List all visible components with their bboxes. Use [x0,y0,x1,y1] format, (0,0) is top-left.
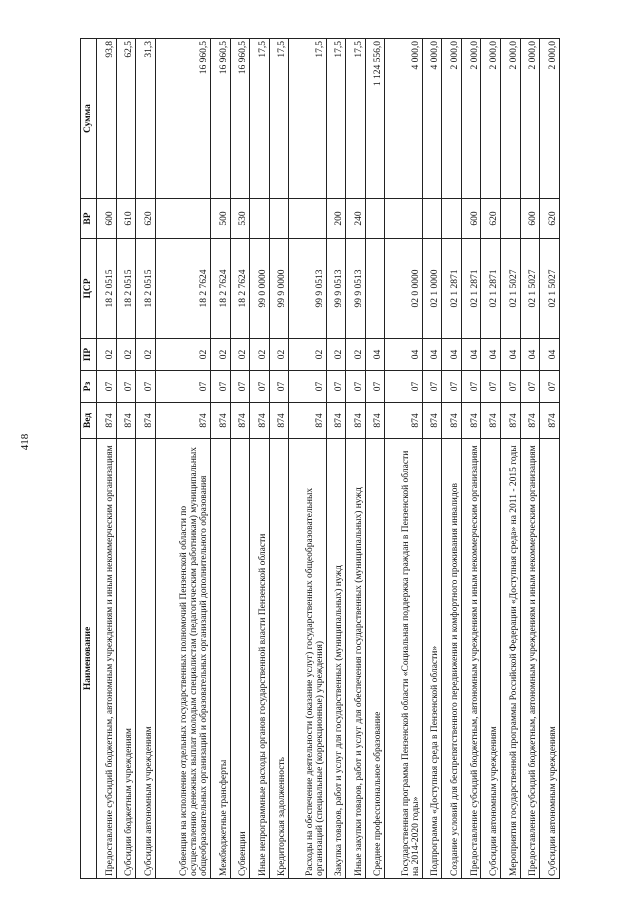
cell-ved: 874 [136,403,156,439]
cell-pr: 02 [230,339,250,371]
cell-ved: 874 [422,403,442,439]
cell-sum: 4 000,0 [385,39,422,199]
cell-sum: 4 000,0 [422,39,442,199]
cell-sum: 17,5 [250,39,270,199]
header-csr: ЦСР [81,239,97,339]
cell-rz: 07 [481,371,501,403]
cell-vr [422,199,442,239]
cell-rz: 07 [326,371,346,403]
cell-csr: 99 9 0513 [346,239,366,339]
cell-csr: 02 1 2871 [461,239,481,339]
cell-pr: 02 [155,339,210,371]
cell-name: Субвенция на исполнение отдельных государственных полномочий Пензенской области по осуществлению денежных выплат молодым специалистам (педагогическим работникам) муниципальных общеобразовательных организаций и образовательных организаций дополнительного образования [155,439,210,879]
cell-rz: 07 [210,371,230,403]
cell-vr: 200 [326,199,346,239]
cell-rz: 07 [155,371,210,403]
cell-pr: 02 [250,339,270,371]
cell-csr: 02 1 5027 [520,239,540,339]
cell-ved: 874 [540,403,560,439]
cell-ved: 874 [97,403,117,439]
cell-csr: 18 2 7624 [155,239,210,339]
cell-csr [365,239,385,339]
cell-csr: 18 2 7624 [230,239,250,339]
cell-csr: 02 0 0000 [385,239,422,339]
table-row [116,39,136,879]
cell-vr: 600 [461,199,481,239]
cell-pr: 04 [422,339,442,371]
cell-ved: 874 [116,403,136,439]
cell-rz: 07 [520,371,540,403]
cell-sum: 93,8 [97,39,117,199]
cell-ved: 874 [210,403,230,439]
cell-name: Расходы на обеспечение деятельности (оказание услуг) государственных общеобразовательных организаций (специальные (коррекционные) учреждения) [289,439,326,879]
cell-vr: 600 [97,199,117,239]
cell-sum: 1 124 556,0 [365,39,385,199]
cell-ved: 874 [155,403,210,439]
cell-pr: 04 [481,339,501,371]
cell-ved: 874 [250,403,270,439]
cell-name: Субсидии автономным учреждениям [136,439,156,879]
cell-sum: 17,5 [269,39,289,199]
budget-table [80,38,560,879]
cell-csr: 02 1 2871 [442,239,462,339]
cell-csr: 18 2 0515 [97,239,117,339]
cell-name: Иные закупки товаров, работ и услуг для обеспечения государственных (муниципальных) нужд [346,439,366,879]
cell-vr [269,199,289,239]
table-row [250,39,270,879]
cell-sum: 2 000,0 [461,39,481,199]
cell-csr: 99 9 0513 [326,239,346,339]
page-number: 418 [19,433,31,451]
cell-name: Субсидии автономным учреждениям [540,439,560,879]
cell-vr [365,199,385,239]
cell-name: Субсидии автономным учреждениям [481,439,501,879]
cell-pr: 02 [97,339,117,371]
cell-pr: 04 [520,339,540,371]
cell-rz: 07 [442,371,462,403]
cell-rz: 07 [289,371,326,403]
cell-sum: 17,5 [289,39,326,199]
cell-rz: 07 [540,371,560,403]
table-row [346,39,366,879]
header-name: Наименование [81,439,97,879]
cell-vr: 620 [136,199,156,239]
cell-sum: 2 000,0 [501,39,521,199]
cell-ved: 874 [365,403,385,439]
cell-name: Создание условий для беспрепятственного передвижения и комфортного проживания инвалидов [442,439,462,879]
cell-rz: 07 [501,371,521,403]
cell-csr: 02 1 5027 [540,239,560,339]
cell-pr: 02 [136,339,156,371]
table-row [97,39,117,879]
cell-rz: 07 [385,371,422,403]
cell-ved: 874 [269,403,289,439]
cell-vr: 620 [540,199,560,239]
cell-ved: 874 [385,403,422,439]
cell-name: Предоставление субсидий бюджетным, автономным учреждениям и иным некоммерческим организациям [520,439,540,879]
cell-sum: 16 960,5 [210,39,230,199]
table-row [385,39,422,879]
cell-ved: 874 [289,403,326,439]
table-row [520,39,540,879]
cell-pr: 04 [540,339,560,371]
cell-pr: 02 [210,339,230,371]
table-row [155,39,210,879]
cell-pr: 02 [346,339,366,371]
table-row [230,39,250,879]
cell-vr: 240 [346,199,366,239]
cell-vr [501,199,521,239]
cell-rz: 07 [97,371,117,403]
table-row [461,39,481,879]
table-row [210,39,230,879]
cell-rz: 07 [365,371,385,403]
cell-ved: 874 [442,403,462,439]
budget-table-container [80,39,560,879]
cell-rz: 07 [250,371,270,403]
cell-name: Предоставление субсидий бюджетным, автономным учреждениям и иным некоммерческим организациям [461,439,481,879]
cell-name: Субсидии бюджетным учреждениям [116,439,136,879]
cell-pr: 04 [385,339,422,371]
cell-sum: 31,3 [136,39,156,199]
cell-ved: 874 [520,403,540,439]
cell-sum: 2 000,0 [520,39,540,199]
cell-sum: 16 960,5 [230,39,250,199]
table-row [136,39,156,879]
cell-name: Среднее профессиональное образование [365,439,385,879]
table-row [365,39,385,879]
cell-csr: 99 9 0000 [269,239,289,339]
cell-vr [155,199,210,239]
cell-ved: 874 [481,403,501,439]
cell-name: Иные непрограммные расходы органов государственной власти Пензенской области [250,439,270,879]
header-rz: Рз [81,371,97,403]
cell-csr: 18 2 0515 [116,239,136,339]
cell-sum: 62,5 [116,39,136,199]
cell-ved: 874 [346,403,366,439]
cell-rz: 07 [230,371,250,403]
table-row [269,39,289,879]
cell-name: Кредиторская задолженность [269,439,289,879]
cell-rz: 07 [461,371,481,403]
table-header-row [81,39,97,879]
cell-vr [250,199,270,239]
cell-csr: 02 1 5027 [501,239,521,339]
cell-csr: 18 2 7624 [210,239,230,339]
cell-name: Предоставление субсидий бюджетным, автономным учреждениям и иным некоммерческим организациям [97,439,117,879]
table-row [289,39,326,879]
cell-pr: 02 [116,339,136,371]
cell-csr: 18 2 0515 [136,239,156,339]
cell-vr [442,199,462,239]
cell-pr: 02 [269,339,289,371]
cell-csr: 99 0 0000 [250,239,270,339]
cell-name: Закупка товаров, работ и услуг для государственных (муниципальных) нужд [326,439,346,879]
cell-pr: 04 [461,339,481,371]
cell-name: Межбюджетные трансферты [210,439,230,879]
header-vr: ВР [81,199,97,239]
table-row [481,39,501,879]
cell-pr: 02 [289,339,326,371]
cell-vr: 530 [230,199,250,239]
table-row [501,39,521,879]
header-sum: Сумма [81,39,97,199]
table-row [422,39,442,879]
table-row [540,39,560,879]
cell-ved: 874 [230,403,250,439]
cell-pr: 04 [365,339,385,371]
cell-vr: 610 [116,199,136,239]
cell-pr: 04 [442,339,462,371]
cell-vr: 620 [481,199,501,239]
header-ved: Вед [81,403,97,439]
cell-csr: 99 9 0513 [289,239,326,339]
cell-rz: 07 [422,371,442,403]
header-pr: ПР [81,339,97,371]
cell-name: Подпрограмма «Доступная среда в Пензенской области» [422,439,442,879]
cell-sum: 17,5 [326,39,346,199]
cell-sum: 2 000,0 [442,39,462,199]
cell-rz: 07 [269,371,289,403]
cell-sum: 2 000,0 [481,39,501,199]
cell-ved: 874 [501,403,521,439]
cell-vr [289,199,326,239]
cell-rz: 07 [136,371,156,403]
cell-sum: 17,5 [346,39,366,199]
cell-pr: 02 [326,339,346,371]
cell-pr: 04 [501,339,521,371]
cell-ved: 874 [461,403,481,439]
cell-rz: 07 [346,371,366,403]
cell-name: Мероприятия государственной программы Российской Федерации «Доступная среда» на 2011 - 2015 годы [501,439,521,879]
cell-sum: 2 000,0 [540,39,560,199]
table-row [326,39,346,879]
cell-vr: 600 [520,199,540,239]
table-row [442,39,462,879]
cell-vr [385,199,422,239]
cell-csr: 02 1 0000 [422,239,442,339]
cell-ved: 874 [326,403,346,439]
table-body [97,39,560,879]
cell-name: Субвенции [230,439,250,879]
cell-sum: 16 960,5 [155,39,210,199]
cell-csr: 02 1 2871 [481,239,501,339]
cell-rz: 07 [116,371,136,403]
cell-vr: 500 [210,199,230,239]
cell-name: Государственная программа Пензенской области «Социальная поддержка граждан в Пензенской области на 2014-2020 годы» [385,439,422,879]
